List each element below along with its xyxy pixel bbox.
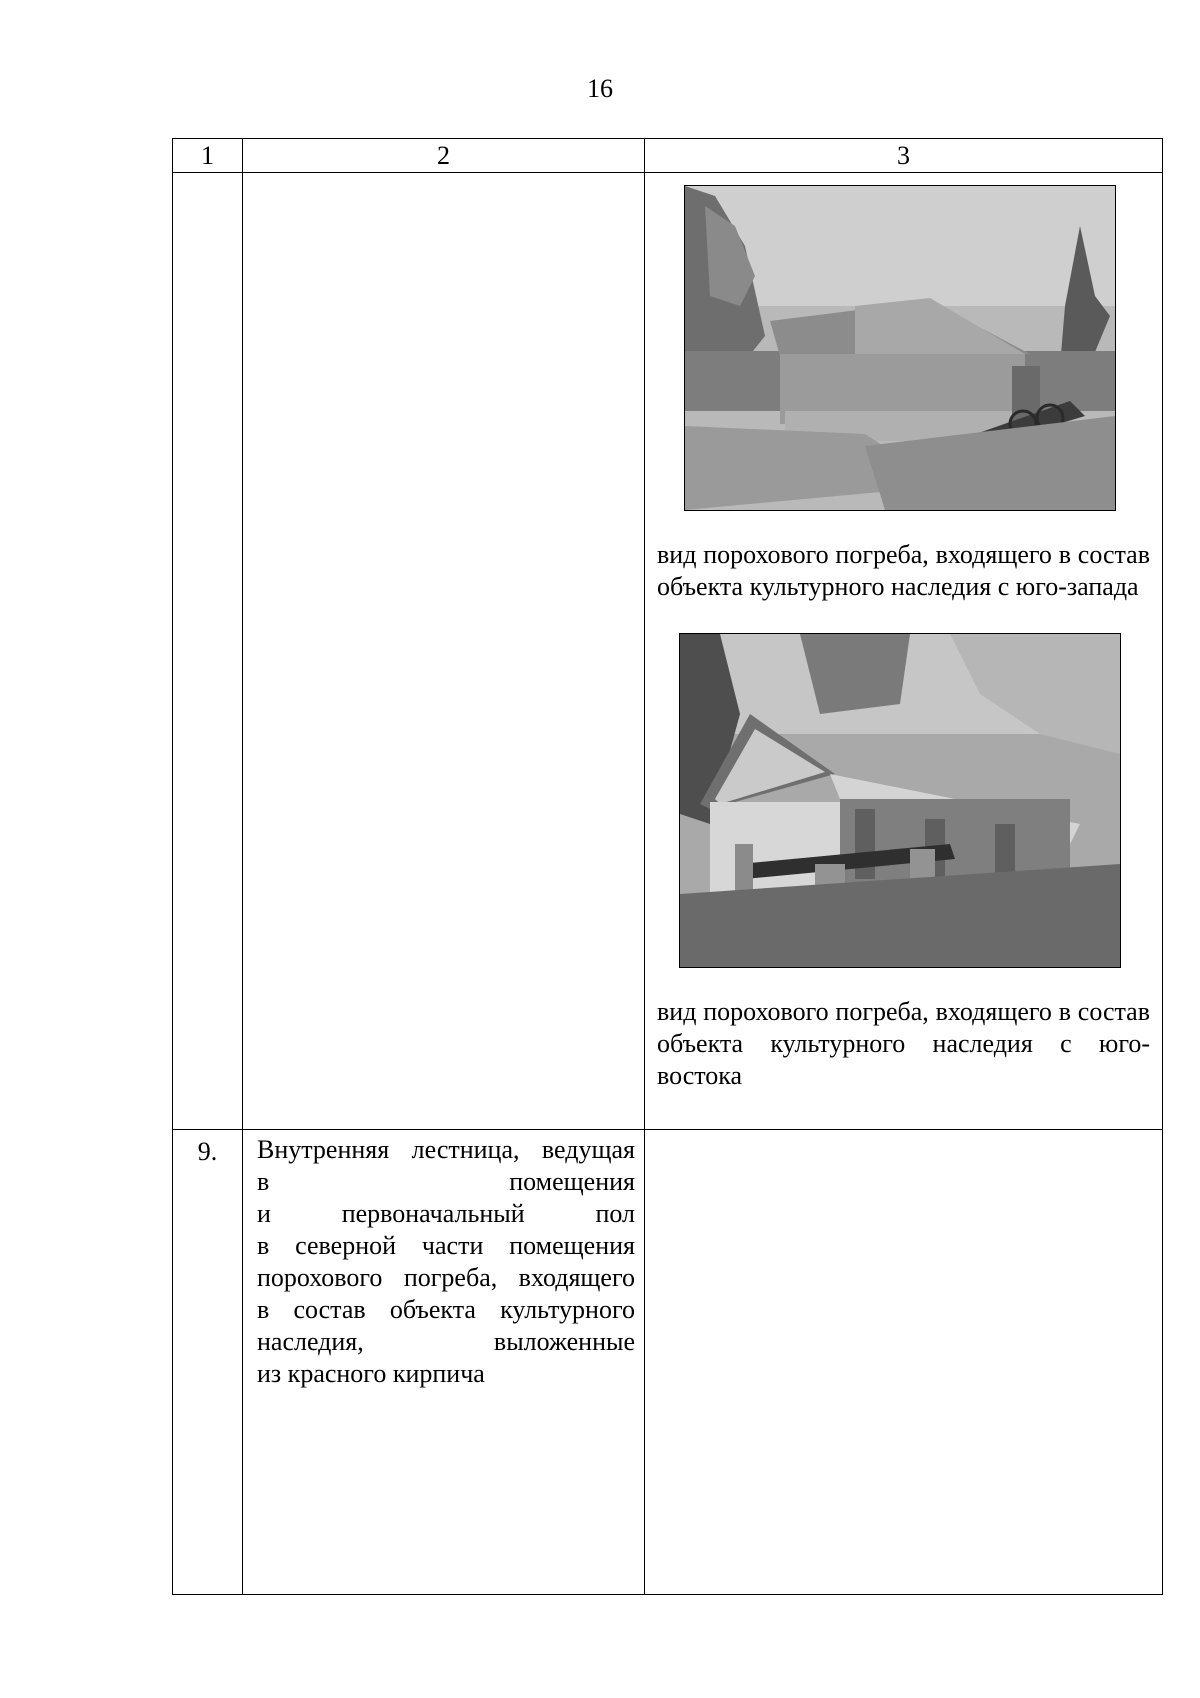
cellar-photo-southwest [684, 185, 1116, 511]
header-col-1: 1 [173, 139, 243, 173]
item-9-line: из красного кирпича [257, 1359, 485, 1388]
photo-caption-southwest: вид порохового погреба, входящего в состав объекта культурного наследия с юго-запада [657, 540, 1150, 601]
cell-number-empty [173, 173, 243, 1130]
item-9-line: в помещения [257, 1167, 635, 1196]
item-9-line: и первоначальный пол [257, 1199, 635, 1228]
cell-photos [645, 173, 1163, 1130]
item-9-line: Внутренняя лестница, ведущая [257, 1135, 635, 1164]
item-9-line: наследия, выложенные [257, 1327, 635, 1356]
table-header-row [173, 139, 1163, 173]
item-9-number: 9. [173, 1130, 243, 1595]
features-table [172, 138, 1163, 1595]
item-9-line: порохового погреба, входящего [257, 1263, 635, 1292]
table-row-photos [173, 173, 1163, 1130]
item-9-photo-cell-empty [645, 1130, 1163, 1595]
header-col-2: 2 [243, 139, 645, 173]
cell-description-empty [243, 173, 645, 1130]
page-number: 16 [587, 74, 613, 103]
table-row-item-9 [173, 1130, 1163, 1595]
item-9-description [243, 1130, 645, 1595]
header-col-3: 3 [645, 139, 1163, 173]
item-9-line: в состав объекта культурного [257, 1295, 635, 1324]
photo-caption-southeast: вид порохового погреба, входящего в состав объекта культурного наследия с юго-востока [657, 997, 1150, 1090]
item-9-line: в северной части помещения [257, 1231, 635, 1260]
cellar-photo-southeast [679, 633, 1121, 968]
